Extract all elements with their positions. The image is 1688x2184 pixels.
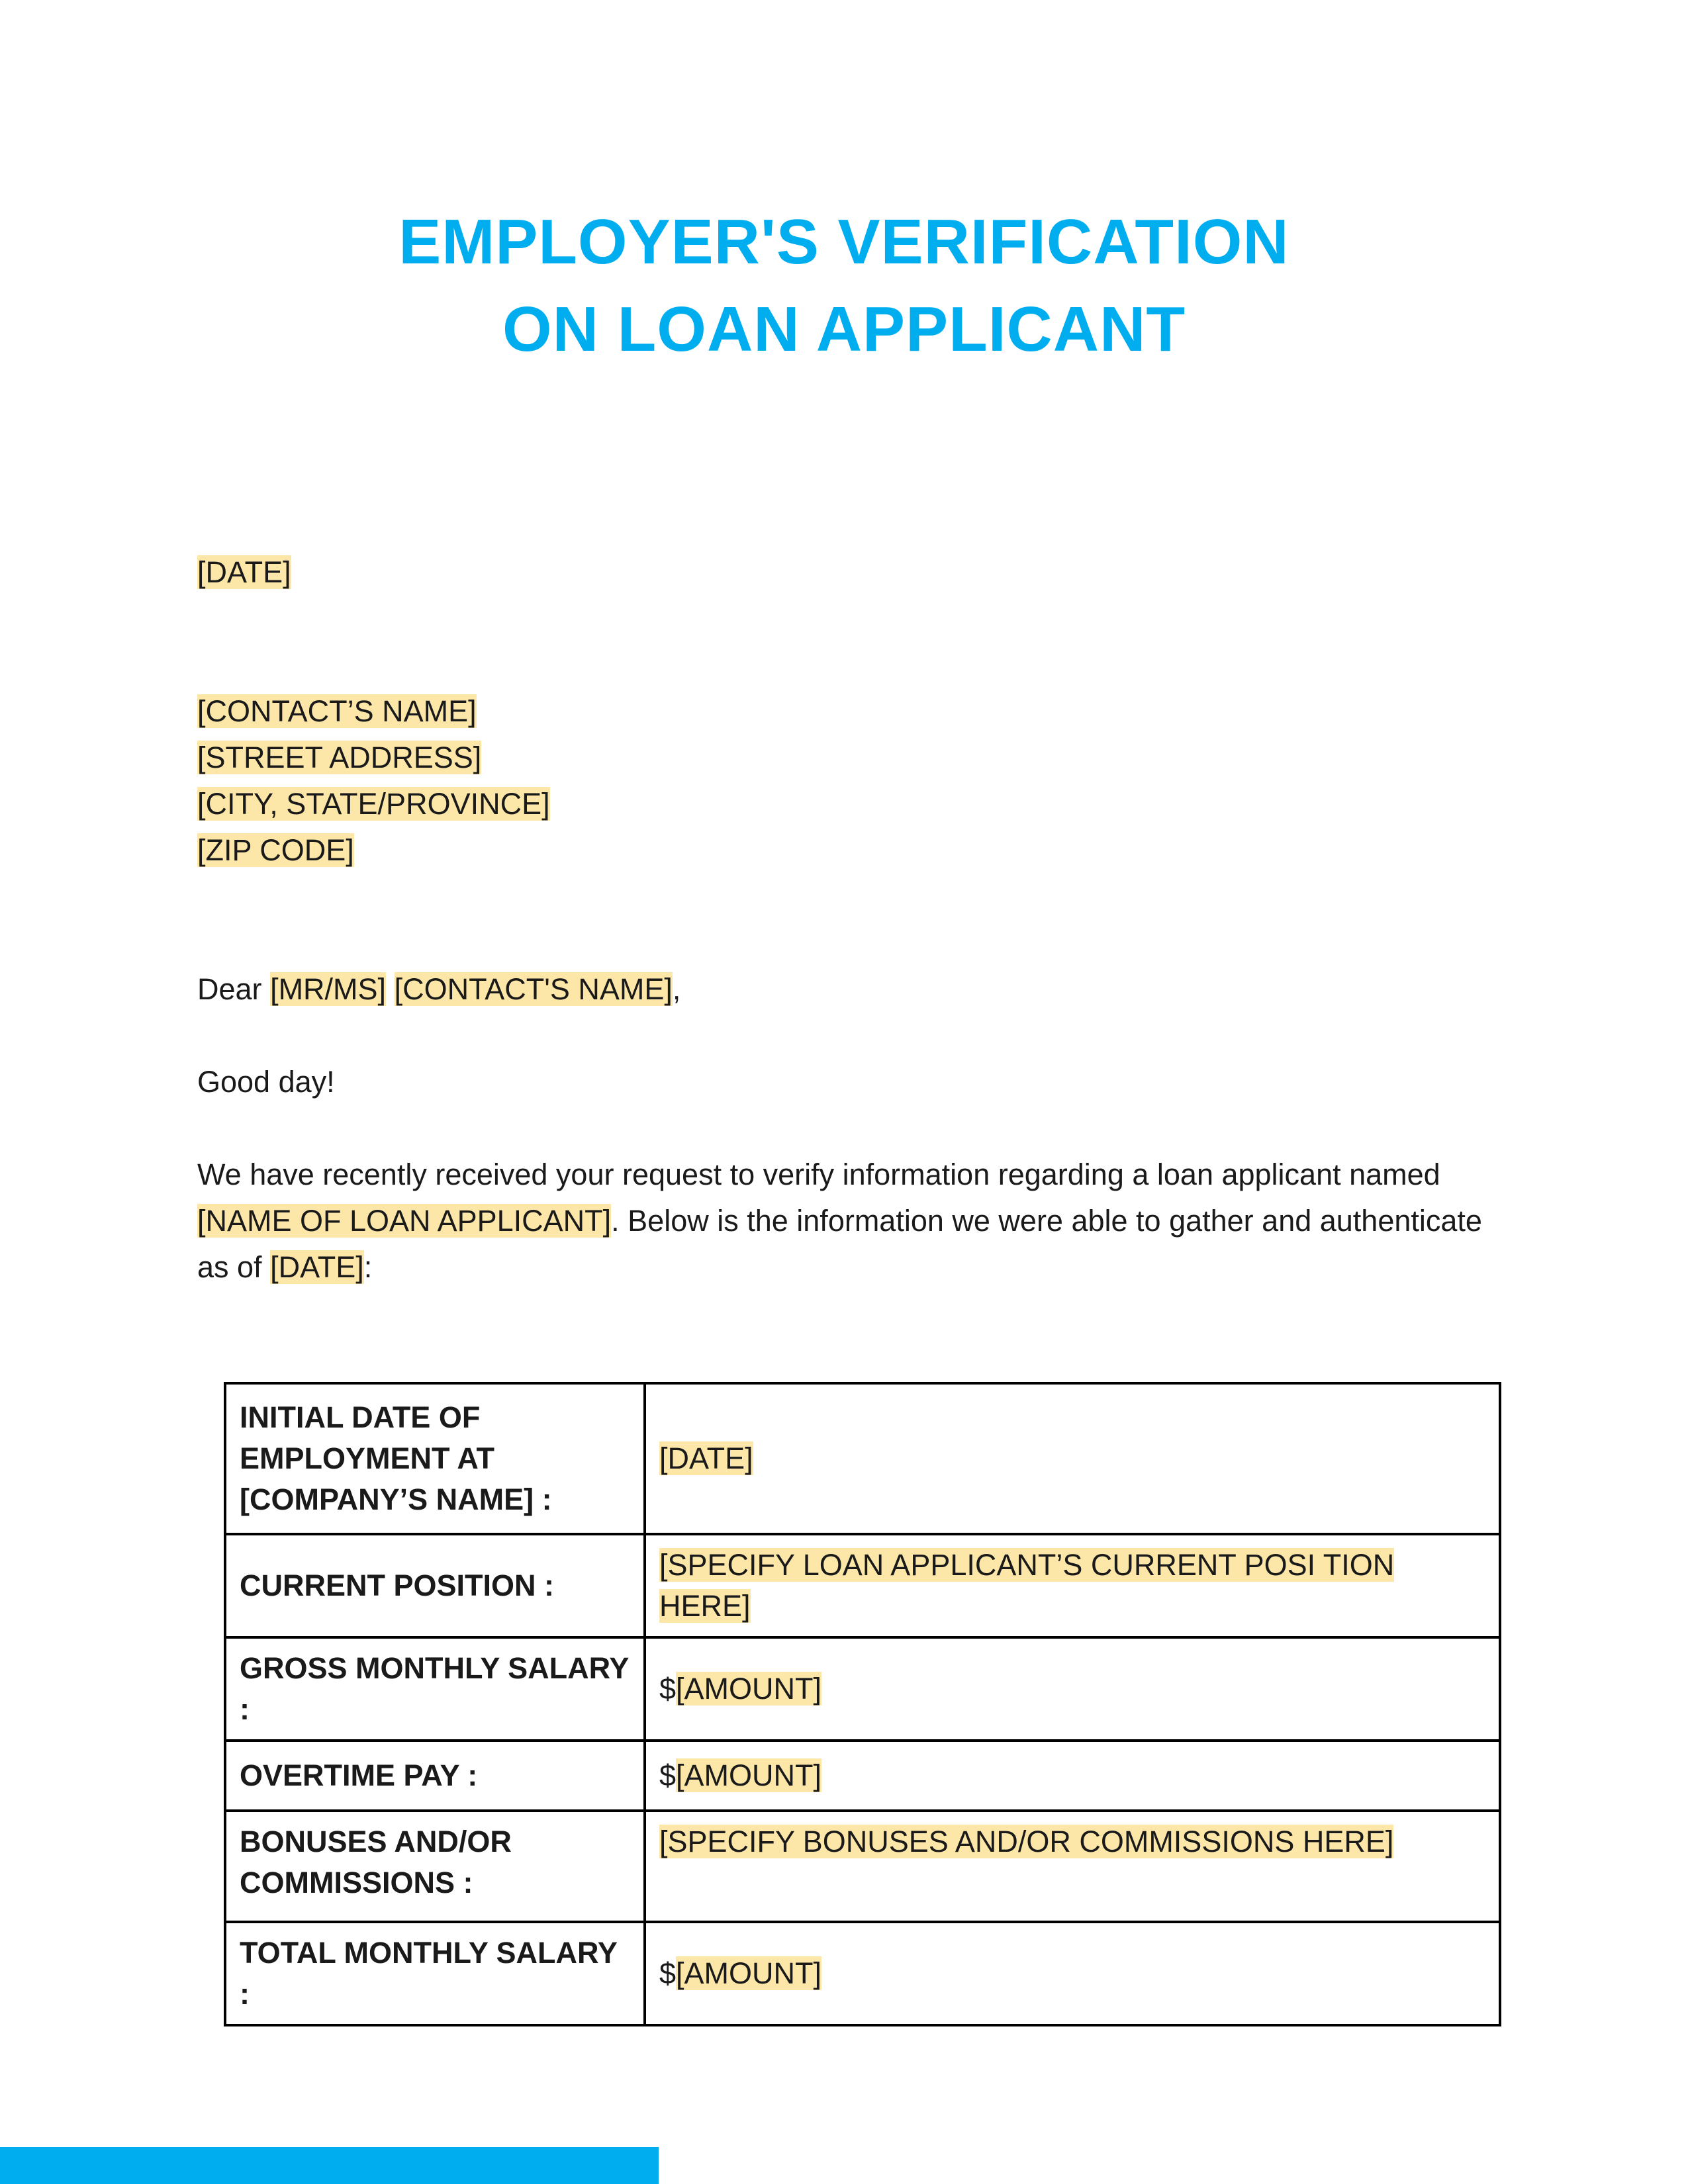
as-of-date-placeholder[interactable]: [DATE]	[270, 1250, 364, 1284]
table-value-cell	[645, 1637, 1500, 1741]
table-row	[225, 1383, 1500, 1534]
salutation-comma: ,	[672, 972, 681, 1006]
table-row	[225, 1922, 1500, 2025]
greeting: Good day!	[197, 1065, 335, 1099]
body-text-1: We have recently received your request to verify information regarding a loan applicant named	[197, 1158, 1440, 1191]
gross-salary-placeholder[interactable]: [AMOUNT]	[676, 1672, 822, 1706]
table-value-cell	[645, 1741, 1500, 1811]
table-label: GROSS MONTHLY SALARY :	[225, 1637, 645, 1741]
table-value-cell	[645, 1811, 1500, 1922]
current-position-placeholder[interactable]: [SPECIFY LOAN APPLICANT’S CURRENT POSI TION HERE]	[659, 1548, 1395, 1623]
body-text-end: :	[363, 1250, 373, 1284]
table-label: INITIAL DATE OF EMPLOYMENT AT [COMPANY’S NAME] :	[225, 1383, 645, 1534]
city-state-placeholder[interactable]: [CITY, STATE/PROVINCE]	[197, 787, 550, 821]
table-label: OVERTIME PAY :	[225, 1741, 645, 1811]
table-value-prefix: $	[659, 1956, 677, 1990]
table-row	[225, 1534, 1500, 1637]
address-block	[197, 688, 550, 874]
table-value-cell	[645, 1383, 1500, 1534]
table-value-cell	[645, 1534, 1500, 1637]
total-salary-placeholder[interactable]: [AMOUNT]	[676, 1956, 822, 1990]
applicant-name-placeholder[interactable]: [NAME OF LOAN APPLICANT]	[197, 1204, 612, 1238]
body-text-2: . Below is the information we were able to gather and authenticate as of	[197, 1204, 1482, 1284]
contact-name-placeholder[interactable]: [CONTACT’S NAME]	[197, 694, 477, 728]
table-label: BONUSES AND/OR COMMISSIONS :	[225, 1811, 645, 1922]
table-value-prefix: $	[659, 1758, 677, 1792]
street-address-placeholder[interactable]: [STREET ADDRESS]	[197, 741, 482, 774]
salutation-name-placeholder[interactable]: [CONTACT'S NAME]	[394, 972, 673, 1006]
employment-date-placeholder[interactable]: [DATE]	[659, 1441, 753, 1475]
title-line-1: EMPLOYER'S VERIFICATION	[399, 206, 1289, 277]
title-line-2: ON LOAN APPLICANT	[502, 294, 1186, 365]
overtime-pay-placeholder[interactable]: [AMOUNT]	[676, 1758, 822, 1792]
salutation	[197, 966, 680, 1013]
table-value-prefix: $	[659, 1672, 677, 1706]
document-title	[0, 199, 1688, 373]
employment-info-table	[224, 1382, 1501, 2026]
date-placeholder[interactable]: [DATE]	[197, 555, 291, 589]
zip-code-placeholder[interactable]: [ZIP CODE]	[197, 833, 354, 867]
salutation-dear: Dear	[197, 972, 262, 1006]
table-row	[225, 1741, 1500, 1811]
body-paragraph	[197, 1152, 1508, 1291]
table-label: TOTAL MONTHLY SALARY :	[225, 1922, 645, 2025]
footer-accent-bar	[0, 2147, 659, 2184]
date-line	[197, 549, 291, 596]
table-row	[225, 1811, 1500, 1922]
table-row	[225, 1637, 1500, 1741]
table-value-cell	[645, 1922, 1500, 2025]
salutation-title-placeholder[interactable]: [MR/MS]	[270, 972, 387, 1006]
table-label: CURRENT POSITION :	[225, 1534, 645, 1637]
bonuses-placeholder[interactable]: [SPECIFY BONUSES AND/OR COMMISSIONS HERE]	[659, 1825, 1394, 1858]
